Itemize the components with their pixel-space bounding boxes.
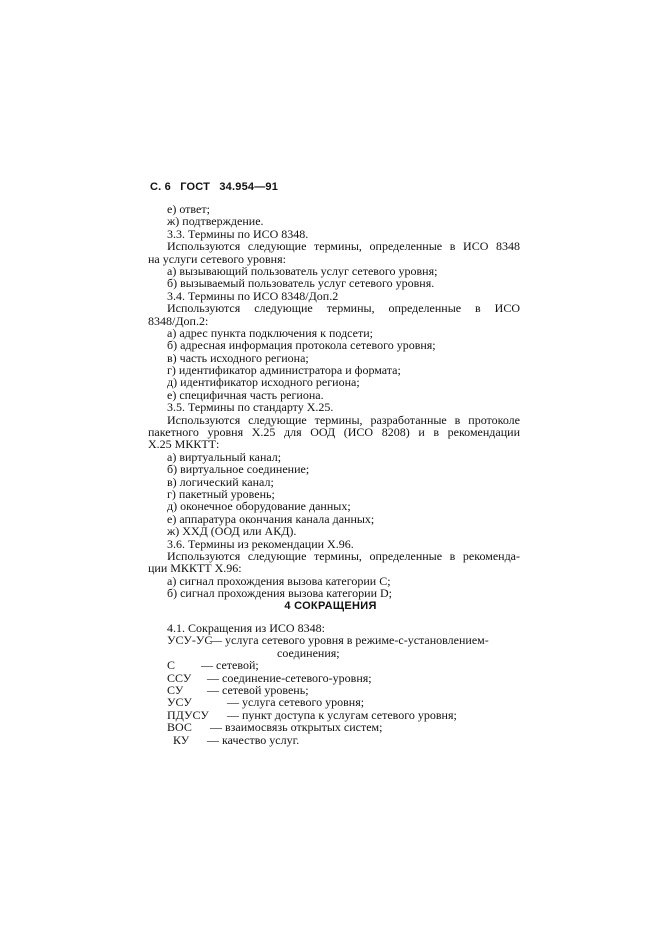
body-text (148, 203, 520, 600)
abbreviations-intro-text: 4.1. Сокращения из ИСО 8348: (167, 621, 325, 635)
text-line: д) оконечное оборудование данных; (167, 499, 351, 514)
text-line: е) специфичная часть региона. (167, 387, 324, 402)
abbreviation-row (167, 734, 325, 746)
text-line: Используются следующие термины, определенные в ИСО 8348 (167, 239, 520, 254)
abbreviation-definition: — взаимосвязь открытых систем; (210, 720, 383, 735)
text-line: в) часть исходного региона; (167, 350, 309, 365)
text-line: а) сигнал прохождения вызова категории С; (167, 573, 391, 588)
text-line: Используются следующие термины, определенные в рекоменда- (167, 548, 520, 563)
text-line: Используются следующие термины, определенные в ИСО (167, 301, 520, 316)
text-line: ж) ХХД (ООД или АКД). (167, 524, 297, 539)
abbreviation-term: ССУ (167, 670, 192, 685)
abbreviation-definition: — услуга сетевого уровня в режиме-с-установлением- (210, 633, 489, 648)
abbreviation-definition: — услуга сетевого уровня; (227, 695, 365, 710)
page-header (150, 181, 284, 193)
abbreviation-term: ПДУСУ (167, 707, 209, 722)
text-line: на услуги сетевого уровня: (148, 251, 286, 266)
abbreviation-term: ВОС (167, 720, 192, 735)
text-line: Используются следующие термины, разработанные в протоколе (167, 412, 520, 427)
text-line: б) виртуальное соединение; (167, 462, 310, 477)
text-line: а) адрес пункта подключения к подсети; (167, 325, 373, 340)
page-number: С. 6 (150, 181, 171, 193)
text-line: 8348/Доп.2: (148, 313, 209, 328)
abbreviation-term: С (167, 658, 176, 673)
standard-number: 34.954—91 (219, 181, 279, 193)
text-line: 3.5. Термины по стандарту Х.25. (167, 400, 334, 415)
text-line: а) виртуальный канал; (167, 449, 282, 464)
standard-label: ГОСТ (180, 181, 211, 193)
text-line: г) идентификатор администратора и формата; (167, 363, 401, 378)
text-line: б) адресная информация протокола сетевого уровня; (167, 338, 436, 353)
abbreviation-term: УСУ (167, 695, 192, 710)
text-line: пакетного уровня Х.25 для ООД (ИСО 8208) и в рекомендации (148, 425, 520, 440)
text-line: д) идентификатор исходного региона; (167, 375, 360, 390)
abbreviation-row (167, 633, 489, 648)
text-line: ции МККТТ Х.96: (148, 561, 242, 576)
text-line: Х.25 МККТТ: (148, 437, 220, 452)
section-heading: 4 СОКРАЩЕНИЯ (284, 600, 377, 612)
abbreviation-term: КУ (173, 732, 190, 747)
abbreviation-term: СУ (167, 682, 184, 697)
abbreviation-definition: — пункт доступа к услугам сетевого уровня; (227, 707, 457, 722)
abbreviation-term: УСУ-УС (167, 633, 213, 648)
text-line: а) вызывающий пользователь услуг сетевого уровня; (167, 263, 438, 278)
abbreviation-definition: — сетевой; (201, 658, 259, 673)
text-line: е) ответ; (167, 202, 210, 216)
abbreviation-definition: — сетевой уровень; (207, 682, 309, 697)
text-line: г) пакетный уровень; (167, 486, 275, 501)
abbreviations-list (167, 621, 489, 747)
abbreviation-row (167, 659, 325, 671)
text-line: ж) подтверждение. (167, 214, 264, 229)
text-line: 3.3. Термины по ИСО 8348. (167, 226, 309, 241)
abbreviation-definition: соединения; (277, 645, 340, 660)
text-line: б) вызываемый пользователь услуг сетевого уровня. (167, 276, 435, 291)
text-line: 3.4. Термины по ИСО 8348/Доп.2 (167, 288, 339, 303)
abbreviation-row (167, 695, 365, 710)
text-line: в) логический канал; (167, 474, 274, 489)
text-line: е) аппаратура окончания канала данных; (167, 511, 375, 526)
abbreviation-row (167, 720, 383, 735)
text-line: 3.6. Термины из рекомендации Х.96. (167, 536, 354, 551)
text-line: б) сигнал прохождения вызова категории D; (167, 586, 392, 601)
abbreviation-definition: — соединение-сетевого-уровня; (207, 670, 372, 685)
abbreviation-definition: — качество услуг. (207, 732, 300, 747)
